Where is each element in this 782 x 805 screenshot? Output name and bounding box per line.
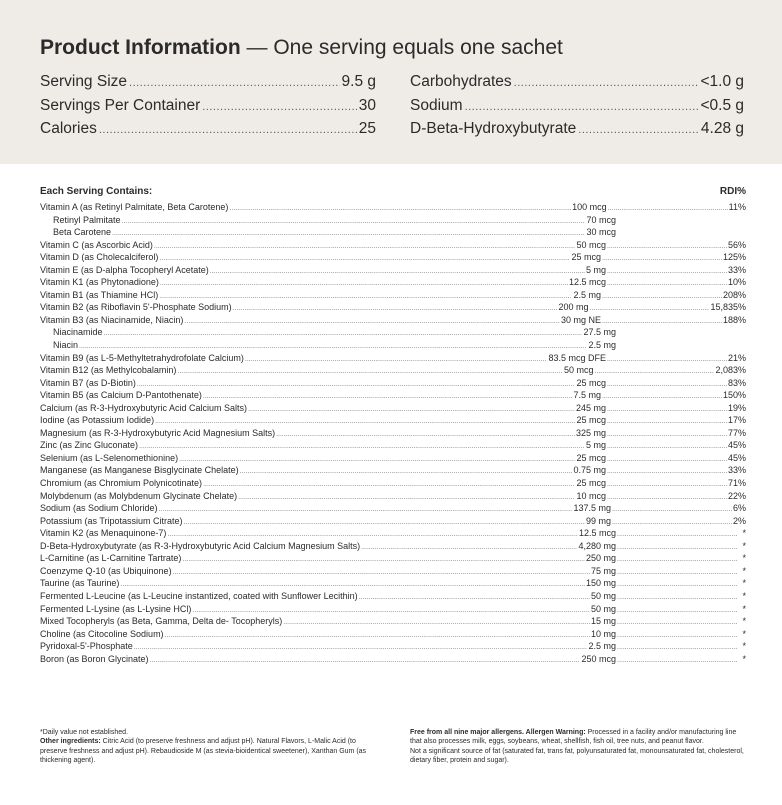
- nutrient-amount: 99 mg: [585, 515, 611, 526]
- nutrient-name: Beta Carotene: [53, 227, 112, 238]
- nutrient-rdi: 2,083%: [715, 365, 746, 376]
- leader-dots: [607, 429, 727, 442]
- leader-dots: [612, 517, 732, 530]
- nutrient-amount: 2.5 mg: [573, 289, 601, 300]
- nutrient-amount: 5 mg: [585, 440, 606, 451]
- leader-dots: [283, 617, 590, 630]
- nutrient-amount: 27.5 mg: [583, 327, 616, 338]
- leader-dots: [617, 554, 737, 567]
- nutrient-sub-row: [40, 339, 746, 352]
- nutrient-name: Vitamin K2 (as Menaquinone-7): [40, 528, 167, 539]
- nutrient-rdi: *: [742, 565, 746, 576]
- leader-dots: [359, 592, 590, 605]
- nutrient-rdi: 71%: [727, 478, 746, 489]
- nutrient-name: Vitamin B9 (as L-5-Methyltetrahydrofolate Calcium): [40, 352, 244, 363]
- nutrient-amount: 2.5 mg: [588, 340, 616, 351]
- leader-dots: [602, 316, 722, 329]
- nutrient-name: Calcium (as R-3-Hydroxybutyric Acid Calcium Salts): [40, 402, 248, 413]
- nutrient-name: Chromium (as Chromium Polynicotinate): [40, 478, 203, 489]
- nutrient-rdi: 6%: [732, 503, 746, 514]
- nutrient-row: [40, 289, 746, 302]
- leader-dots: [184, 316, 560, 329]
- daily-value-note: *Daily value not established.: [40, 729, 128, 736]
- nutrient-name: Vitamin B12 (as Methylcobalamin): [40, 365, 177, 376]
- nutrient-name: Vitamin B1 (as Thiamine HCl): [40, 289, 159, 300]
- nutrient-row: [40, 264, 746, 277]
- nutrient-row: [40, 540, 746, 553]
- nutrient-amount: 50 mcg: [576, 239, 606, 250]
- leader-dots: [165, 630, 590, 643]
- nutrient-rdi: 10%: [727, 277, 746, 288]
- leader-dots: [139, 441, 585, 454]
- summary-row: [410, 97, 744, 121]
- summary-left-column: [40, 73, 376, 144]
- nutrient-rdi: 188%: [722, 314, 746, 325]
- nutrient-row: [40, 565, 746, 578]
- nutrient-amount: 50 mg: [590, 590, 616, 601]
- summary-label: D-Beta-Hydroxybutyrate: [410, 120, 577, 137]
- leader-dots: [607, 241, 727, 254]
- nutrient-row: [40, 251, 746, 264]
- panel-heading: [40, 181, 746, 201]
- nutrient-name: Vitamin K1 (as Phytonadione): [40, 277, 159, 288]
- nutrient-row: [40, 402, 746, 415]
- nutrient-rdi: 150%: [722, 390, 746, 401]
- summary-row: [40, 97, 376, 121]
- nutrient-row: [40, 490, 746, 503]
- leader-dots: [617, 567, 737, 580]
- other-ingredients-label: Other ingredients:: [40, 738, 101, 746]
- fat-note: Not a significant source of fat (saturated fat, trans fat, polyunsaturated fat, monounsaturated fat, cholesterol, dietary fiber, protein and sugar).: [410, 747, 744, 764]
- nutrient-amount: 30 mg NE: [560, 314, 601, 325]
- leader-dots: [607, 379, 727, 392]
- leader-dots: [607, 479, 727, 492]
- summary-label: Calories: [40, 120, 97, 137]
- nutrient-rdi: 33%: [727, 264, 746, 275]
- nutrient-row: [40, 364, 746, 377]
- summary-value: 4.28 g: [700, 120, 744, 137]
- nutrient-row: [40, 389, 746, 402]
- nutrient-amount: 325 mg: [575, 427, 606, 438]
- nutrient-row: [40, 427, 746, 440]
- nutrient-rdi: 77%: [727, 427, 746, 438]
- nutrient-rdi: *: [742, 641, 746, 652]
- leader-dots: [112, 228, 585, 241]
- nutrient-amount: 137.5 mg: [573, 503, 611, 514]
- nutrient-amount: 25 mcg: [576, 452, 606, 463]
- leader-dots: [99, 124, 357, 136]
- summary-label: Servings Per Container: [40, 96, 201, 114]
- nutrient-rdi: *: [742, 653, 746, 664]
- nutrient-amount: 12.5 mcg: [578, 528, 616, 539]
- nutrient-row: [40, 301, 746, 314]
- nutrient-amount: 245 mg: [575, 402, 606, 413]
- leader-dots: [578, 124, 699, 136]
- nutrient-row: [40, 439, 746, 452]
- nutrient-amount: 12.5 mcg: [568, 277, 606, 288]
- nutrient-rdi: 11%: [728, 202, 746, 212]
- nutrient-name: Molybdenum (as Molybdenum Glycinate Chelate): [40, 490, 238, 501]
- rdi-heading: RDI%: [719, 185, 746, 197]
- nutrient-rdi: 83%: [727, 377, 746, 388]
- nutrient-row: [40, 527, 746, 540]
- footer-ingredients: [40, 728, 372, 765]
- leader-dots: [617, 592, 737, 605]
- nutrient-name: Vitamin B3 (as Niacinamide, Niacin): [40, 314, 184, 325]
- nutrient-row: [40, 377, 746, 390]
- nutrient-row: [40, 201, 746, 214]
- leader-dots: [589, 303, 709, 316]
- nutrient-row: [40, 603, 746, 616]
- nutrient-row: [40, 452, 746, 465]
- leader-dots: [137, 379, 576, 392]
- nutrient-name: Sodium (as Sodium Chloride): [40, 503, 158, 514]
- leader-dots: [602, 253, 722, 266]
- nutrient-name: Manganese (as Manganese Bisglycinate Chelate): [40, 465, 239, 476]
- nutrient-name: L-Carnitine (as L-Carnitine Tartrate): [40, 553, 182, 564]
- nutrient-rdi: 125%: [722, 252, 746, 263]
- title-subtitle: — One serving equals one sachet: [240, 36, 563, 59]
- leader-dots: [612, 504, 732, 517]
- leader-dots: [607, 354, 727, 367]
- leader-dots: [607, 416, 727, 429]
- nutrient-amount: 15 mg: [590, 616, 616, 627]
- nutrient-row: [40, 502, 746, 515]
- nutrient-rdi: 45%: [727, 440, 746, 451]
- nutrient-amount: 200 mg: [558, 302, 589, 313]
- leader-dots: [514, 77, 699, 89]
- summary-value: 25: [358, 120, 376, 137]
- leader-dots: [177, 366, 563, 379]
- leader-dots: [240, 466, 573, 479]
- leader-dots: [594, 366, 714, 379]
- nutrient-name: D-Beta-Hydroxybutyrate (as R-3-Hydroxybutyric Acid Calcium Magnesium Salts): [40, 540, 361, 551]
- nutrient-row: [40, 552, 746, 565]
- nutrient-rdi: 2%: [732, 515, 746, 526]
- nutrient-name: Vitamin B2 (as Riboflavin 5'-Phosphate Sodium): [40, 302, 232, 313]
- nutrient-rdi: 22%: [727, 490, 746, 501]
- nutrient-amount: 25 mcg: [576, 377, 606, 388]
- leader-dots: [607, 404, 727, 417]
- nutrient-row: [40, 577, 746, 590]
- nutrient-rdi: *: [742, 590, 746, 601]
- nutrient-row: [40, 276, 746, 289]
- leader-dots: [607, 266, 727, 279]
- allergen-label: Free from all nine major allergens. Allergen Warning:: [410, 729, 586, 736]
- nutrient-amount: 2.5 mg: [588, 641, 616, 652]
- title-bold: Product Information: [40, 36, 241, 59]
- nutrient-sub-row: [40, 226, 746, 239]
- nutrient-amount: 75 mg: [590, 565, 616, 576]
- nutrient-row: [40, 414, 746, 427]
- nutrient-name: Vitamin D (as Cholecalciferol): [40, 252, 159, 263]
- nutrient-panel: [40, 181, 746, 665]
- nutrient-rdi: 17%: [727, 415, 746, 426]
- nutrient-name: Choline (as Citocoline Sodium): [40, 628, 164, 639]
- allergen-warning: [410, 728, 744, 747]
- summary-label: Carbohydrates: [410, 73, 512, 90]
- leader-dots: [617, 642, 737, 655]
- leader-dots: [238, 492, 575, 505]
- nutrient-amount: 83.5 mcg DFE: [548, 352, 606, 363]
- nutrient-amount: 100 mcg: [572, 202, 607, 212]
- nutrient-rdi: 208%: [722, 289, 746, 300]
- page-title: [40, 36, 563, 60]
- leader-dots: [134, 642, 588, 655]
- nutrient-rdi: 15,835%: [710, 302, 746, 313]
- nutrient-name: Iodine (as Potassium Iodide): [40, 415, 155, 426]
- leader-dots: [184, 517, 585, 530]
- leader-dots: [607, 278, 727, 291]
- nutrient-name: Vitamin B7 (as D-Biotin): [40, 377, 136, 388]
- leader-dots: [617, 542, 737, 555]
- nutrient-name: Boron (as Boron Glycinate): [40, 653, 149, 664]
- nutrient-rdi: *: [742, 578, 746, 589]
- nutrient-rdi: 56%: [727, 239, 746, 250]
- nutrient-list: [40, 201, 746, 665]
- leader-dots: [203, 391, 573, 404]
- leader-dots: [617, 579, 737, 592]
- nutrient-amount: 25 mcg: [576, 478, 606, 489]
- nutrient-rdi: 19%: [727, 402, 746, 413]
- leader-dots: [122, 216, 586, 229]
- nutrient-amount: 50 mcg: [563, 365, 594, 376]
- footer-allergens: [410, 728, 744, 765]
- summary-value: 9.5 g: [341, 73, 376, 90]
- nutrient-row: [40, 653, 746, 666]
- nutrient-amount: 10 mg: [590, 628, 616, 639]
- summary-row: [40, 73, 376, 97]
- nutrient-row: [40, 464, 746, 477]
- leader-dots: [182, 554, 585, 567]
- nutrient-amount: 10 mcg: [576, 490, 606, 501]
- leader-dots: [607, 492, 727, 505]
- nutrient-name: Selenium (as L-Selenomethionine): [40, 452, 179, 463]
- leader-dots: [160, 278, 568, 291]
- leader-dots: [361, 542, 577, 555]
- leader-dots: [233, 303, 558, 316]
- nutrient-rdi: *: [742, 528, 746, 539]
- leader-dots: [602, 291, 722, 304]
- summary-row: [410, 120, 744, 144]
- nutrient-name: Vitamin B5 (as Calcium D-Pantothenate): [40, 390, 202, 401]
- nutrient-name: Fermented L-Lysine (as L-Lysine HCl): [40, 603, 192, 614]
- nutrient-row: [40, 314, 746, 327]
- leader-dots: [150, 655, 581, 668]
- nutrient-rdi: *: [742, 553, 746, 564]
- other-ingredients: [40, 737, 372, 765]
- nutrient-name: Taurine (as Taurine): [40, 578, 120, 589]
- nutrient-name: Pyridoxal-5'-Phosphate: [40, 641, 133, 652]
- leader-dots: [608, 203, 728, 216]
- nutrient-rdi: 33%: [727, 465, 746, 476]
- leader-dots: [617, 605, 737, 618]
- nutrient-amount: 5 mg: [585, 264, 606, 275]
- nutrient-rdi: *: [742, 616, 746, 627]
- summary-label: Sodium: [410, 96, 463, 114]
- leader-dots: [203, 479, 575, 492]
- leader-dots: [248, 404, 575, 417]
- nutrient-row: [40, 515, 746, 528]
- nutrient-rdi: 45%: [727, 452, 746, 463]
- nutrient-amount: 25 mcg: [571, 252, 601, 263]
- leader-dots: [245, 354, 548, 367]
- leader-dots: [202, 101, 357, 113]
- nutrient-name: Fermented L-Leucine (as L-Leucine instantized, coated with Sunflower Lecithin): [40, 590, 358, 601]
- nutrient-rdi: *: [742, 628, 746, 639]
- leader-dots: [229, 203, 571, 216]
- leader-dots: [159, 253, 570, 266]
- nutrient-amount: 50 mg: [590, 603, 616, 614]
- nutrient-name: Potassium (as Tripotassium Citrate): [40, 515, 183, 526]
- other-ingredients-text: Citric Acid (to preserve freshness and adjust pH). Natural Flavors, L-Malic Acid (to preserve freshness and adjust pH). Rebaudioside M (as stevia-bioidentical sweetener), Xanthan Gum (as thickening agent).: [40, 738, 367, 764]
- nutrient-name: Vitamin C (as Ascorbic Acid): [40, 239, 153, 250]
- nutrient-name: Magnesium (as R-3-Hydroxybutyric Acid Magnesium Salts): [40, 427, 276, 438]
- nutrient-rdi: *: [742, 603, 746, 614]
- nutrient-amount: 150 mg: [585, 578, 616, 589]
- nutrient-row: [40, 615, 746, 628]
- nutrient-amount: 4,280 mg: [578, 540, 616, 551]
- nutrient-amount: 7.5 mg: [573, 390, 601, 401]
- summary-value: 30: [358, 96, 376, 114]
- leader-dots: [104, 328, 583, 341]
- summary-label: Serving Size: [40, 73, 128, 90]
- leader-dots: [210, 266, 585, 279]
- summary-value: <0.5 g: [700, 96, 744, 114]
- nutrient-rdi: *: [742, 540, 746, 551]
- nutrient-name: Niacinamide: [53, 327, 103, 338]
- leader-dots: [607, 441, 727, 454]
- nutrient-row: [40, 640, 746, 653]
- summary-value: <1.0 g: [700, 73, 744, 90]
- nutrient-name: Zinc (as Zinc Gluconate): [40, 440, 139, 451]
- leader-dots: [465, 101, 699, 113]
- leader-dots: [602, 391, 722, 404]
- nutrient-name: Vitamin A (as Retinyl Palmitate, Beta Carotene): [40, 202, 229, 212]
- allergen-text: Processed in a facility and/or manufacturing line that also processes milk, eggs, soybeans, wheat, shellfish, fish oil, tree nuts, and peanut flavor.: [410, 729, 737, 746]
- nutrient-amount: 0.75 mg: [573, 465, 606, 476]
- nutrient-name: Vitamin E (as D-alpha Tocopheryl Acetate): [40, 264, 209, 275]
- nutrient-amount: 70 mcg: [586, 214, 616, 225]
- leader-dots: [607, 454, 727, 467]
- summary-row: [40, 120, 376, 144]
- nutrient-amount: 30 mcg: [586, 227, 616, 238]
- nutrient-row: [40, 628, 746, 641]
- summary-row: [410, 73, 744, 97]
- leader-dots: [617, 617, 737, 630]
- nutrient-amount: 25 mcg: [576, 415, 606, 426]
- nutrient-amount: 250 mg: [585, 553, 616, 564]
- product-info-header: [0, 0, 782, 164]
- leader-dots: [159, 504, 573, 517]
- nutrient-row: [40, 590, 746, 603]
- leader-dots: [617, 630, 737, 643]
- nutrient-name: Niacin: [53, 340, 79, 351]
- leader-dots: [276, 429, 575, 442]
- leader-dots: [154, 241, 576, 254]
- leader-dots: [617, 655, 737, 668]
- leader-dots: [607, 466, 727, 479]
- nutrient-row: [40, 477, 746, 490]
- nutrient-name: Retinyl Palmitate: [53, 214, 121, 225]
- leader-dots: [617, 529, 737, 542]
- nutrient-amount: 250 mcg: [581, 653, 616, 664]
- nutrient-rdi: 21%: [727, 352, 746, 363]
- nutrient-name: Coenzyme Q-10 (as Ubiquinone): [40, 565, 172, 576]
- nutrient-row: [40, 239, 746, 252]
- nutrient-name: Mixed Tocopheryls (as Beta, Gamma, Delta de- Tocopheryls): [40, 616, 283, 627]
- leader-dots: [129, 77, 340, 89]
- leader-dots: [173, 567, 590, 580]
- panel-heading-label: Each Serving Contains:: [40, 185, 153, 197]
- summary-right-column: [410, 73, 744, 144]
- nutrient-row: [40, 352, 746, 365]
